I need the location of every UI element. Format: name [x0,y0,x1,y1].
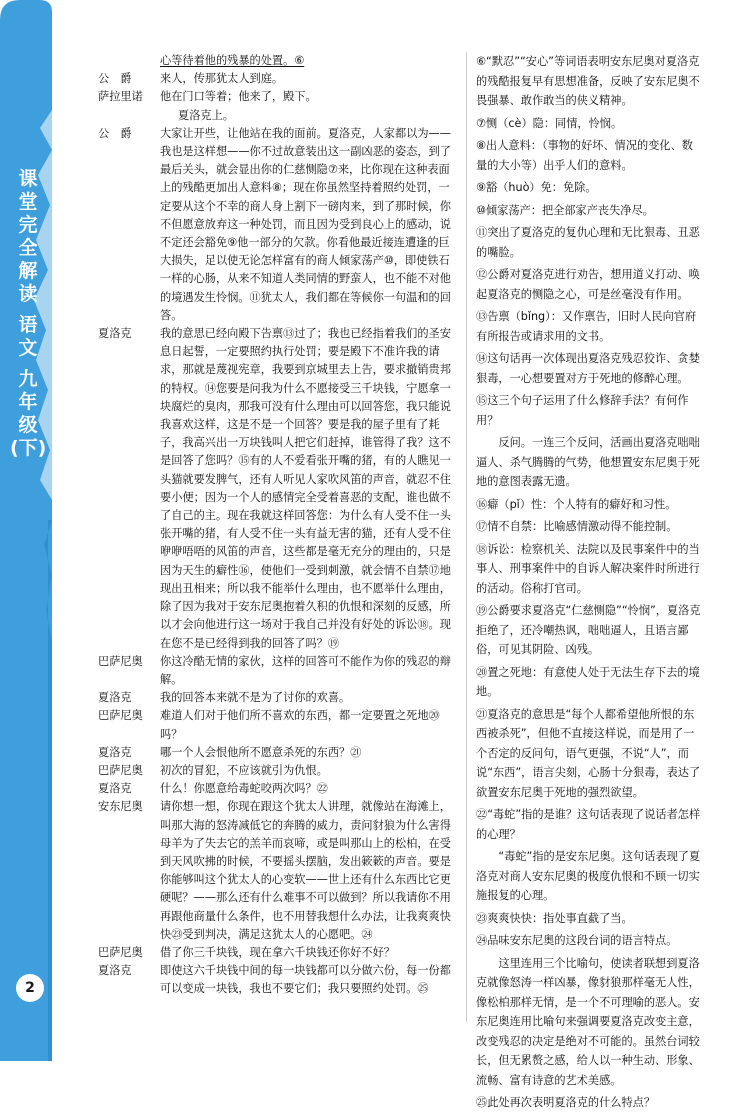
page-number: 2 [16,974,44,1002]
annotation: “毒蛇”指的是安东尼奥。这句话表现了夏洛克对商人安东尼奥的极度仇恨和不顾一切实施报复的心理。 [476,850,701,902]
title-char: 级 [18,414,38,436]
line-text: 哪一个人会恨他所不愿意杀死的东西？㉑ [160,745,362,759]
dialogue-line [98,689,460,707]
speaker: 夏洛克 [98,745,132,759]
annotation: ㉓爽爽快快：指处事直截了当。 [476,911,633,925]
annotations [476,52,702,1116]
play-text [98,52,460,999]
annotation: ⑭这句话再一次体现出夏洛克残忍狡诈、贪婪狠毒，一心想要置对方于死地的修醉心理。 [476,352,700,385]
annotation: ⑨豁（huò）免：免除。 [476,181,597,194]
dialogue-line [98,780,460,798]
annotation: 反问。一连三个反问，活画出夏洛克咄咄逼人、杀气腾腾的气势，他想置安东尼奥于死地的意图表露无遗。 [476,436,700,488]
book-title [10,168,46,460]
title-char: 读 [18,283,38,305]
dialogue-line [98,88,460,106]
dialogue-line [98,325,460,653]
sidebar [0,0,54,1061]
speaker: 夏洛克 [98,782,132,796]
title-char: 解 [18,260,38,282]
annotation: ⑯癖（pǐ）性：个人特有的癖好和习性。 [476,497,677,511]
line-text: 初次的冒犯，不应该就引为仇恨。 [160,763,328,777]
speaker: 安东尼奥 [98,800,143,814]
line-text: 来人，传那犹太人到庭。 [160,72,284,86]
line-text: 请你想一想，你现在跟这个犹太人讲理，就像站在海滩上，叫那大海的怒涛减低它的奔腾的威力，责问豺狼为什么害得母羊为了失去它的羔羊而哀啼，或是叫那山上的松柏，在受到天风吹拂的时候，不要摇头摆脑，发出簌簌的声音。要是你能够叫这个犹太人的心变软——世上还有什么东西比它更硬呢？——那么还有什么难事不可以做到？所以我请你不用再跟他商量什么条件，也不用替我想什么办法，让我爽爽快快㉓受到判决，满足这犹太人的心愿吧。㉔ [160,800,451,941]
annotation: ⑱诉讼：检察机关、法院以及民事案件中的当事人、刑事案件中的自诉人解决案件时所进行的活动。俗称打官司。 [476,542,700,595]
annotation: ㉔品味安东尼奥的这段台词的语言特点。 [476,934,678,947]
annotation: ⑫公爵对夏洛克进行劝告，想用道义打动、唤起夏洛克的恻隐之心，可是丝毫没有作用。 [476,268,700,301]
annotation: ⑳置之死地：有意使人处于无法生存下去的境地。 [476,665,700,698]
dialogue-line [98,798,460,944]
speaker: 公 爵 [98,72,132,86]
dialogue-line [98,707,460,743]
title-char: (下) [10,437,47,459]
annotation: ⑩倾家荡产：把全部家产丧失净尽。 [476,203,654,217]
title-char [10,306,46,314]
title-char: 完 [18,214,38,236]
speaker: 夏洛克 [98,964,132,978]
annotation: 这里连用三个比喻句，使读者联想到夏洛克就像怒涛一样凶暴，像豺狼那样毫无人性，像松柏那样无情，是一个不可理喻的恶人。安东尼奥连用比喻句来强调要夏洛克改变主意，改变残忍的决定是绝对不可能的。虽然台词较长，但无累赘之感，给人以一种生动、形象、流畅、富有诗意的艺术美感。 [476,956,700,1087]
line-text: 大家让开些，让他站在我的面前。夏洛克，人家都以为——我也是这样想——你不过故意装出这一副凶恶的姿态，到了最后关头，就会显出你的仁慈恻隐⑦来，比你现在这种表面上的残酷更加出人意料⑧；现在你虽然坚持着照约处罚，一定要从这个不幸的商人身上割下一磅肉来，到了那时候，你不但愿意放弃这一种处罚，而且因为受到良心上的感动，说不定还会豁免⑨他一部分的欠款。你看他最近接连遭逢的巨大损失，足以使无论怎样富有的商人倾家荡产⑩，即使铁石一样的心肠，从来不知道人类同情的野蛮人，也不能不对他的境遇发生怜悯。⑪犹太人，我们都在等候你一句温和的回答。 [160,126,451,322]
annotation: ⑦恻（cè）隐：同情，怜悯。 [476,116,623,130]
line-text: 你这冷酷无情的家伙，这样的回答可不能作为你的残忍的辩解。 [160,654,451,686]
speaker: 萨拉里诺 [98,90,143,104]
dialogue-line [98,762,460,780]
title-char: 堂 [18,191,38,213]
annotation: ⑰情不自禁：比喻感情激动得不能控制。 [476,520,678,533]
speaker: 巴萨尼奥 [98,709,143,723]
annotation: ⑮这三个句子运用了什么修辞手法？有何作用？ [476,394,689,427]
title-char [10,360,46,368]
title-char: 年 [18,391,38,413]
line-text: 他在门口等着；他来了，殿下。 [160,90,317,104]
speaker: 夏洛克 [98,327,132,341]
speaker: 巴萨尼奥 [98,654,143,668]
line-text: 我的意思已经向殿下告禀⑬过了；我也已经指着我们的圣安息日起誓，一定要照约执行处罚；要是殿下不准许我的请求，那就是蔑视宪章，我要到京城里去上告，要求撤销贵邦的特权。⑭您要是问我为什么不愿接受三千块钱，宁愿拿一块腐烂的臭肉，那我可没有什么理由可以回答您，我只能说我喜欢这样，这是不是一个回答？要是我的屋子里有了耗子，我高兴出一万块钱叫人把它们赶掉，谁管得了我？这不是回答了您吗？⑮有的人不爱看张开嘴的猪，有的人瞧见一头猫就要发脾气，还有人听见人家吹风笛的声音，就忍不住要小便；因为一个人的感情完全受着喜恶的支配，谁也做不了自己的主。现在我就这样回答您：为什么有人受不住一头张开嘴的猪，有人受不住一头有益无害的猫，还有人受不住咿咿唔唔的风笛的声音，这些都是毫无充分的理由的，只是因为天生的癖性⑯，使他们一受到刺激，就会情不自禁⑰地现出丑相来；所以我不能举什么理由，也不愿举什么理由，除了因为我对于安东尼奥抱着久积的仇恨和深刻的反感，所以才会向他进行这一场对于我自己并没有好处的诉讼⑱。现在您不是已经得到我的回答了吗？⑲ [160,327,451,650]
line-text: 难道人们对于他们所不喜欢的东西，都一定要置之死地⑳吗？ [160,709,440,741]
title-char: 全 [18,237,38,259]
line-text: 心等待着他的残暴的处置。⑥ [160,54,305,67]
speaker: 夏洛克 [98,691,132,705]
title-char: 语 [18,314,38,336]
speaker: 巴萨尼奥 [98,763,143,777]
annotation: ⑲公爵要求夏洛克“仁慈恻隐”“怜悯”，夏洛克拒绝了，还冷嘲热讽，咄咄逼人，且语言鄙俗，可见其阴险、凶残。 [476,604,701,656]
title-char: 文 [18,337,38,359]
dialogue-line [98,52,460,70]
annotation: ㉒“毒蛇”指的是谁？这句话表现了说话者怎样的心理？ [476,808,701,841]
dialogue-line [98,70,460,88]
sidebar-band [0,0,60,1061]
speaker: 公 爵 [98,126,132,140]
dialogue-line [98,125,460,325]
line-text: 夏洛克上。 [178,108,234,122]
line-text: 我的回答本来就不是为了讨你的欢喜。 [160,691,351,705]
annotation: ⑧出人意料：（事物的好坏、情况的变化、数量的大小等）出乎人们的意料。 [476,139,693,172]
annotation: ⑪突出了夏洛克的复仇心理和无比狠毒、丑恶的嘴脸。 [476,226,700,259]
column-divider [466,52,467,1022]
title-char: 九 [18,368,38,390]
dialogue-line [98,944,460,962]
annotation: ⑥“默忍”“安心”等词语表明安东尼奥对夏洛克的残酷报复早有思想准备，反映了安东尼奥不畏强暴、敢作敢当的侠义精神。 [476,55,700,107]
dialogue-line [98,653,460,689]
annotation: ⑬告禀（bǐng）：又作禀告，旧时人民向官府有所报告或请求用的文书。 [476,310,697,343]
line-text: 借了你三千块钱，现在拿六千块钱还你好不好？ [160,945,395,959]
line-text: 即使这六千块钱中间的每一块钱都可以分做六份，每一份都可以变成一块钱，我也不要它们；我只要照约处罚。㉕ [160,964,451,996]
dialogue-line [98,962,460,998]
annotation: ㉑夏洛克的意思是“每个人都希望他所恨的东西被杀死”，但他不直接这样说，而是用了一个否定的反问句，语气更强，不说“人”，而说“东西”，语言尖刻，心肠十分狠毒，表达了欲置安东尼奥于死地的强烈欲望。 [476,707,701,799]
dialogue-line [98,744,460,762]
line-text: 什么！你愿意给毒蛇咬两次吗？㉒ [160,782,328,796]
title-char: 课 [18,168,38,190]
dialogue-line [98,107,460,125]
speaker: 巴萨尼奥 [98,945,143,959]
annotation: ㉕此处再次表明夏洛克的什么特点？ [476,1096,656,1109]
